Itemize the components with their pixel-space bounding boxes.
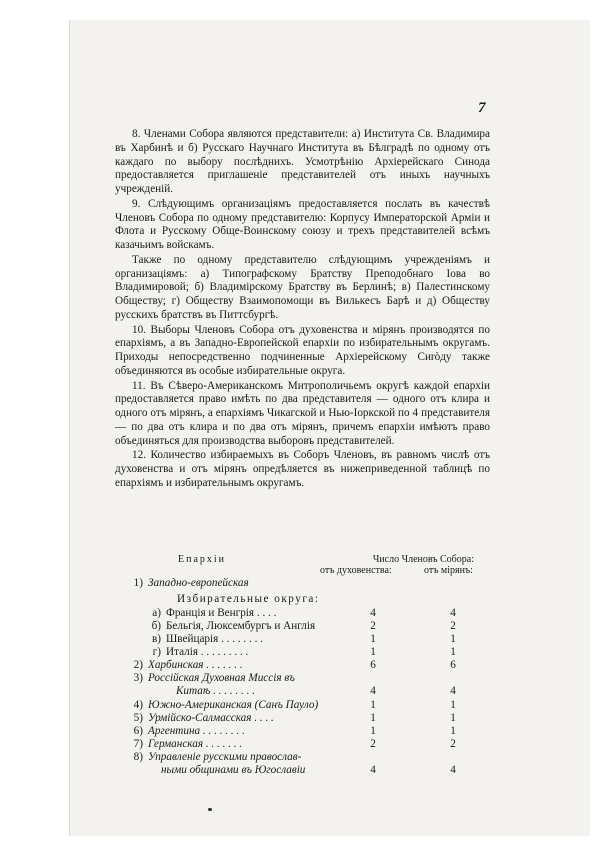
row-name: Франція и Венгрія . . . .: [166, 607, 277, 619]
row-number: 3): [133, 672, 143, 684]
paragraph-9: 9. Слѣдующимъ организаціямъ предоставляется послать въ качествѣ Членовъ Собора по одному представителю: Корпусу Императорской Арміи и Флота и Русскому Обще-Воинскому союзу и трехъ представителей всѣмъ казачьимъ войскамъ.: [115, 197, 490, 251]
row-laity-count: 4: [450, 607, 456, 619]
row-laity-count: 2: [450, 620, 456, 632]
row-number: 4): [133, 699, 143, 711]
row-number: 8): [133, 751, 143, 763]
paragraph-9-continued: Также по одному представителю слѣдующимъ учрежденіямъ и организаціямъ: а) Типографскому Братству Преподобнаго Іова во Владимировой; б) Владимірскому Братству въ Берлинѣ; в) Палестинскому Обществу; г) Обществу Взаимопомощи въ Вилькесъ Барѣ и д) Обществу русскихъ братствъ въ Питтсбургѣ.: [115, 253, 490, 321]
row-name: Западно-европейская: [148, 577, 249, 589]
row-laity-count: 4: [450, 685, 456, 697]
row-laity-count: 1: [450, 725, 456, 737]
ink-speck: [208, 808, 212, 811]
row-clergy-count: 2: [370, 620, 376, 632]
table-header-eparchy: Епархіи: [178, 554, 227, 565]
row-number: 1): [133, 577, 143, 589]
row-clergy-count: 6: [370, 659, 376, 671]
row-name: Китаѣ . . . . . . . .: [176, 685, 256, 697]
page-number: 7: [478, 100, 486, 116]
row-number: 6): [133, 725, 143, 737]
row-laity-count: 4: [450, 764, 456, 776]
row-laity-count: 1: [450, 646, 456, 658]
row-name: Россійская Духовная Миссія въ: [148, 672, 295, 684]
row-name: Избирательные округа:: [177, 593, 320, 605]
row-number: г): [152, 646, 161, 658]
row-clergy-count: 2: [370, 738, 376, 750]
row-name: Германская . . . . . . .: [148, 738, 243, 750]
paragraph-10: 10. Выборы Членовъ Собора отъ духовенства и мірянъ производятся по епархіямъ, а въ Западно-Европейской епархіи по избирательнымъ округамъ. Приходы непосредственно подчиненные Архіерейскому Сиròду также объединяются въ особые избирательные округа.: [115, 323, 490, 377]
row-name: ными общинами въ Югославіи: [161, 764, 306, 776]
row-clergy-count: 1: [370, 633, 376, 645]
row-clergy-count: 1: [370, 699, 376, 711]
row-clergy-count: 4: [370, 607, 376, 619]
row-clergy-count: 4: [370, 685, 376, 697]
row-clergy-count: 4: [370, 764, 376, 776]
row-name: Харбинская . . . . . . .: [148, 659, 243, 671]
row-clergy-count: 1: [370, 712, 376, 724]
row-number: 2): [133, 659, 143, 671]
row-laity-count: 1: [450, 712, 456, 724]
table-header-number: Число Членовъ Собора:: [372, 554, 474, 565]
row-laity-count: 2: [450, 738, 456, 750]
paragraph-8: 8. Членами Собора являются представители: а) Института Св. Владимира въ Харбинѣ и б) Русскаго Научнаго Института въ Бѣлградѣ по одному отъ каждаго по выбору послѣднихъ. Усмотрѣнію Архіерейскаго Синода предоставляется приглашеніе представителей отъ иныхъ научныхъ учрежденій.: [115, 128, 490, 195]
row-clergy-count: 1: [370, 646, 376, 658]
table-header-clergy: отъ духовенства:: [320, 565, 392, 576]
row-name: Италія . . . . . . . . .: [166, 646, 249, 658]
row-laity-count: 1: [450, 633, 456, 645]
row-name: Швейцарія . . . . . . . .: [166, 633, 264, 645]
body-text: [115, 128, 490, 492]
row-number: 5): [133, 712, 143, 724]
row-laity-count: 1: [450, 699, 456, 711]
paragraph-11: 11. Въ Сѣверо-Американскомъ Митрополичьемъ округѣ каждой епархіи предоставляется право имѣть по два представителя — одного отъ клира и одного отъ мірянъ, а епархіямъ Чикагской и Нью-Іоркской по 4 представителя — по два отъ клира и по два отъ мірянъ, причемъ епархіи имѣютъ право объединяться для производства выборовъ представителей.: [115, 379, 490, 447]
row-name: Южно-Американская (Санъ Пауло): [148, 699, 319, 711]
row-number: 7): [133, 738, 143, 750]
row-name: Урмійско-Салмасская . . . .: [148, 712, 274, 724]
row-laity-count: 6: [450, 659, 456, 671]
row-clergy-count: 1: [370, 725, 376, 737]
row-name: Аргентина . . . . . . . .: [148, 725, 245, 737]
row-name: Управленіе русскими православ-: [148, 751, 302, 763]
row-name: Бельгія, Люксембургъ и Англія: [166, 620, 316, 632]
row-number: б): [151, 620, 161, 632]
paragraph-12: 12. Количество избираемыхъ въ Соборъ Членовъ, въ равномъ числѣ отъ духовенства и отъ мірянъ опредѣляется въ нижеприведенной таблицѣ по епархіямъ и избирательнымъ округамъ.: [115, 449, 490, 489]
row-number: в): [151, 633, 161, 645]
table-header-laity: отъ мірянъ:: [424, 565, 473, 576]
row-number: а): [152, 607, 161, 619]
